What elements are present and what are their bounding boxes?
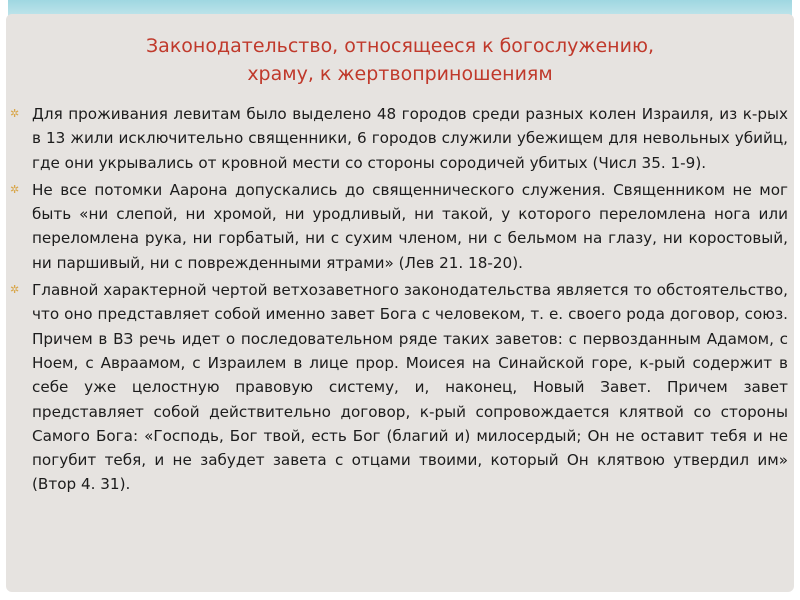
slide-title-line-2: храму, к жертвоприношениям [247,63,553,85]
bullet-item-covenant [8,278,788,497]
star-bullet-icon: ✲ [10,283,20,297]
bullet-item-priest-requirements [8,178,788,275]
bullet-text: Не все потомки Аарона допускались до священнического служения. Священником не мог быть «ни слепой, ни хромой, ни уродливый, ни такой, у которого переломлена нога или переломлена рука, ни горбатый, ни с сухим членом, ни с бельмом на глазу, ни коростовый, ни паршивый, ни с поврежденными ятрами» (Лев 21. 18-20). [32,180,788,272]
star-bullet-icon: ✲ [10,182,20,196]
slide-title [0,32,800,88]
star-bullet-icon: ✲ [10,107,20,120]
bullet-text: Для проживания левитам было выделено 48 городов среди разных колен Израиля, из к-рых в 13 жили исключительно священники, 6 городов служили убежищем для невольных убийц, где они укрывались от кровной мести со стороны сородичей убитых (Числ 35. 1-9). [32,105,788,172]
bullet-list [8,102,788,500]
slide-title-line-1: Законодательство, относящееся к богослужению, [146,35,654,57]
bullet-text: Главной характерной чертой ветхозаветного законодательства является то обстоятельство, что оно представляет собой именно завет Бога с человеком, т. е. своего рода договор, союз. Причем в ВЗ речь идет о последовательном ряде таких заветов: с первозданным Адамом, с Ноем, с Авраамом, с Израилем в лице прор. Моисея на Синайской горе, к-рый содержит в себе уже целостную правовую систему, и, наконец, Новый Завет. Причем завет представляет собой действительно договор, к-рый сопровождается клятвой со стороны Самого Бога: «Господь, Бог твой, есть Бог (благий и) милосердый; Он не оставит тебя и не погубит тебя, и не забудет завета с отцами твоими, который Он клятвою утвердил им» (Втор 4. 31). [32,281,788,494]
bullet-item-levite-cities [8,102,788,175]
